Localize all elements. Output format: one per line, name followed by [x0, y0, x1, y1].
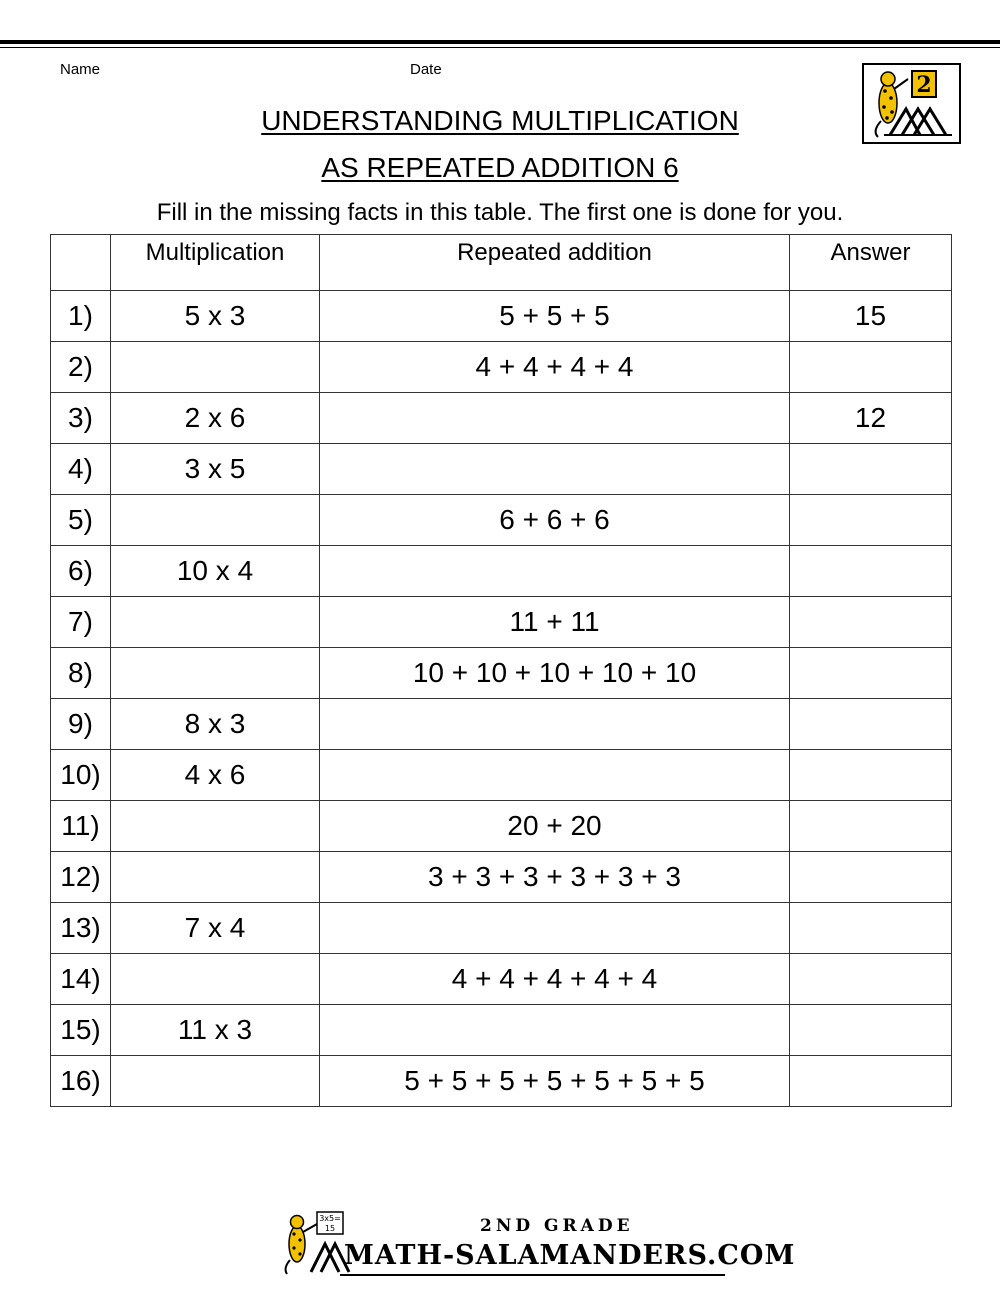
repeated-addition-cell[interactable]: [320, 1005, 790, 1056]
multiplication-table: [50, 234, 952, 1107]
multiplication-cell[interactable]: 11 x 3: [111, 1005, 320, 1056]
page-title-line-1: [0, 104, 1000, 138]
table-row: [51, 342, 952, 393]
page-title-line-2-text: AS REPEATED ADDITION 6: [321, 152, 679, 183]
multiplication-cell[interactable]: [111, 1056, 320, 1107]
table-body: [51, 291, 952, 1107]
repeated-addition-cell[interactable]: [320, 393, 790, 444]
multiplication-cell[interactable]: 8 x 3: [111, 699, 320, 750]
table-row: [51, 648, 952, 699]
table-row: [51, 393, 952, 444]
answer-cell[interactable]: [790, 342, 952, 393]
multiplication-cell[interactable]: 2 x 6: [111, 393, 320, 444]
row-number-cell: 13): [51, 903, 111, 954]
answer-cell[interactable]: 12: [790, 393, 952, 444]
header-number: [51, 235, 111, 291]
repeated-addition-cell[interactable]: 10 + 10 + 10 + 10 + 10: [320, 648, 790, 699]
repeated-addition-cell[interactable]: 11 + 11: [320, 597, 790, 648]
answer-cell[interactable]: [790, 597, 952, 648]
multiplication-cell[interactable]: [111, 597, 320, 648]
table-row: [51, 750, 952, 801]
answer-cell[interactable]: 15: [790, 291, 952, 342]
table-row: [51, 495, 952, 546]
multiplication-cell[interactable]: [111, 495, 320, 546]
multiplication-cell[interactable]: [111, 954, 320, 1005]
row-number-cell: 11): [51, 801, 111, 852]
row-number-cell: 8): [51, 648, 111, 699]
multiplication-cell[interactable]: [111, 342, 320, 393]
row-number-cell: 2): [51, 342, 111, 393]
row-number-cell: 10): [51, 750, 111, 801]
row-number-cell: 16): [51, 1056, 111, 1107]
answer-cell[interactable]: [790, 750, 952, 801]
repeated-addition-cell[interactable]: 6 + 6 + 6: [320, 495, 790, 546]
top-rule-thick: [0, 40, 1000, 44]
row-number-cell: 14): [51, 954, 111, 1005]
multiplication-cell[interactable]: [111, 801, 320, 852]
instructions-text: Fill in the missing facts in this table. The first one is done for you.: [156, 199, 844, 226]
repeated-addition-cell[interactable]: 3 + 3 + 3 + 3 + 3 + 3: [320, 852, 790, 903]
answer-cell[interactable]: [790, 495, 952, 546]
repeated-addition-cell[interactable]: 5 + 5 + 5: [320, 291, 790, 342]
row-number-cell: 15): [51, 1005, 111, 1056]
footer-grade-label: 2ND GRADE: [480, 1216, 634, 1236]
answer-cell[interactable]: [790, 903, 952, 954]
table-row: [51, 597, 952, 648]
name-label: Name: [60, 61, 101, 78]
repeated-addition-cell[interactable]: [320, 444, 790, 495]
board-text-line-1: 3x5=: [319, 1214, 341, 1223]
repeated-addition-cell[interactable]: 20 + 20: [320, 801, 790, 852]
table-row: [51, 1056, 952, 1107]
answer-cell[interactable]: [790, 444, 952, 495]
repeated-addition-cell[interactable]: [320, 750, 790, 801]
footer-underline: [340, 1274, 725, 1276]
multiplication-cell[interactable]: 10 x 4: [111, 546, 320, 597]
row-number-cell: 5): [51, 495, 111, 546]
multiplication-cell[interactable]: [111, 852, 320, 903]
header-repeated-addition: Repeated addition: [320, 235, 790, 291]
answer-cell[interactable]: [790, 1056, 952, 1107]
answer-cell[interactable]: [790, 801, 952, 852]
repeated-addition-cell[interactable]: 4 + 4 + 4 + 4: [320, 342, 790, 393]
multiplication-cell[interactable]: [111, 648, 320, 699]
date-label: Date: [410, 61, 442, 78]
repeated-addition-cell[interactable]: 5 + 5 + 5 + 5 + 5 + 5 + 5: [320, 1056, 790, 1107]
table-row: [51, 852, 952, 903]
multiplication-cell[interactable]: 4 x 6: [111, 750, 320, 801]
answer-cell[interactable]: [790, 1005, 952, 1056]
repeated-addition-cell[interactable]: 4 + 4 + 4 + 4 + 4: [320, 954, 790, 1005]
footer-site-link[interactable]: MATH-SALAMANDERS.COM: [344, 1240, 796, 1271]
table-row: [51, 801, 952, 852]
row-number-cell: 12): [51, 852, 111, 903]
grade-badge-number: 2: [916, 72, 932, 98]
table-row: [51, 954, 952, 1005]
row-number-cell: 3): [51, 393, 111, 444]
table-row: [51, 444, 952, 495]
row-number-cell: 9): [51, 699, 111, 750]
multiplication-cell[interactable]: 7 x 4: [111, 903, 320, 954]
header-answer: Answer: [790, 235, 952, 291]
table-header-row: [51, 235, 952, 291]
page-title-line-1-text: UNDERSTANDING MULTIPLICATION: [261, 105, 739, 136]
answer-cell[interactable]: [790, 699, 952, 750]
header-multiplication: Multiplication: [111, 235, 320, 291]
repeated-addition-cell[interactable]: [320, 699, 790, 750]
row-number-cell: 4): [51, 444, 111, 495]
multiplication-cell[interactable]: 3 x 5: [111, 444, 320, 495]
board-text-line-2: 15: [324, 1224, 336, 1233]
multiplication-cell[interactable]: 5 x 3: [111, 291, 320, 342]
table-row: [51, 546, 952, 597]
top-rule-thin: [0, 47, 1000, 48]
answer-cell[interactable]: [790, 648, 952, 699]
table-row: [51, 699, 952, 750]
answer-cell[interactable]: [790, 546, 952, 597]
row-number-cell: 6): [51, 546, 111, 597]
row-number-cell: 1): [51, 291, 111, 342]
table-row: [51, 291, 952, 342]
row-number-cell: 7): [51, 597, 111, 648]
answer-cell[interactable]: [790, 852, 952, 903]
table-row: [51, 903, 952, 954]
answer-cell[interactable]: [790, 954, 952, 1005]
repeated-addition-cell[interactable]: [320, 546, 790, 597]
page-title-line-2: [0, 151, 1000, 185]
table-row: [51, 1005, 952, 1056]
repeated-addition-cell[interactable]: [320, 903, 790, 954]
